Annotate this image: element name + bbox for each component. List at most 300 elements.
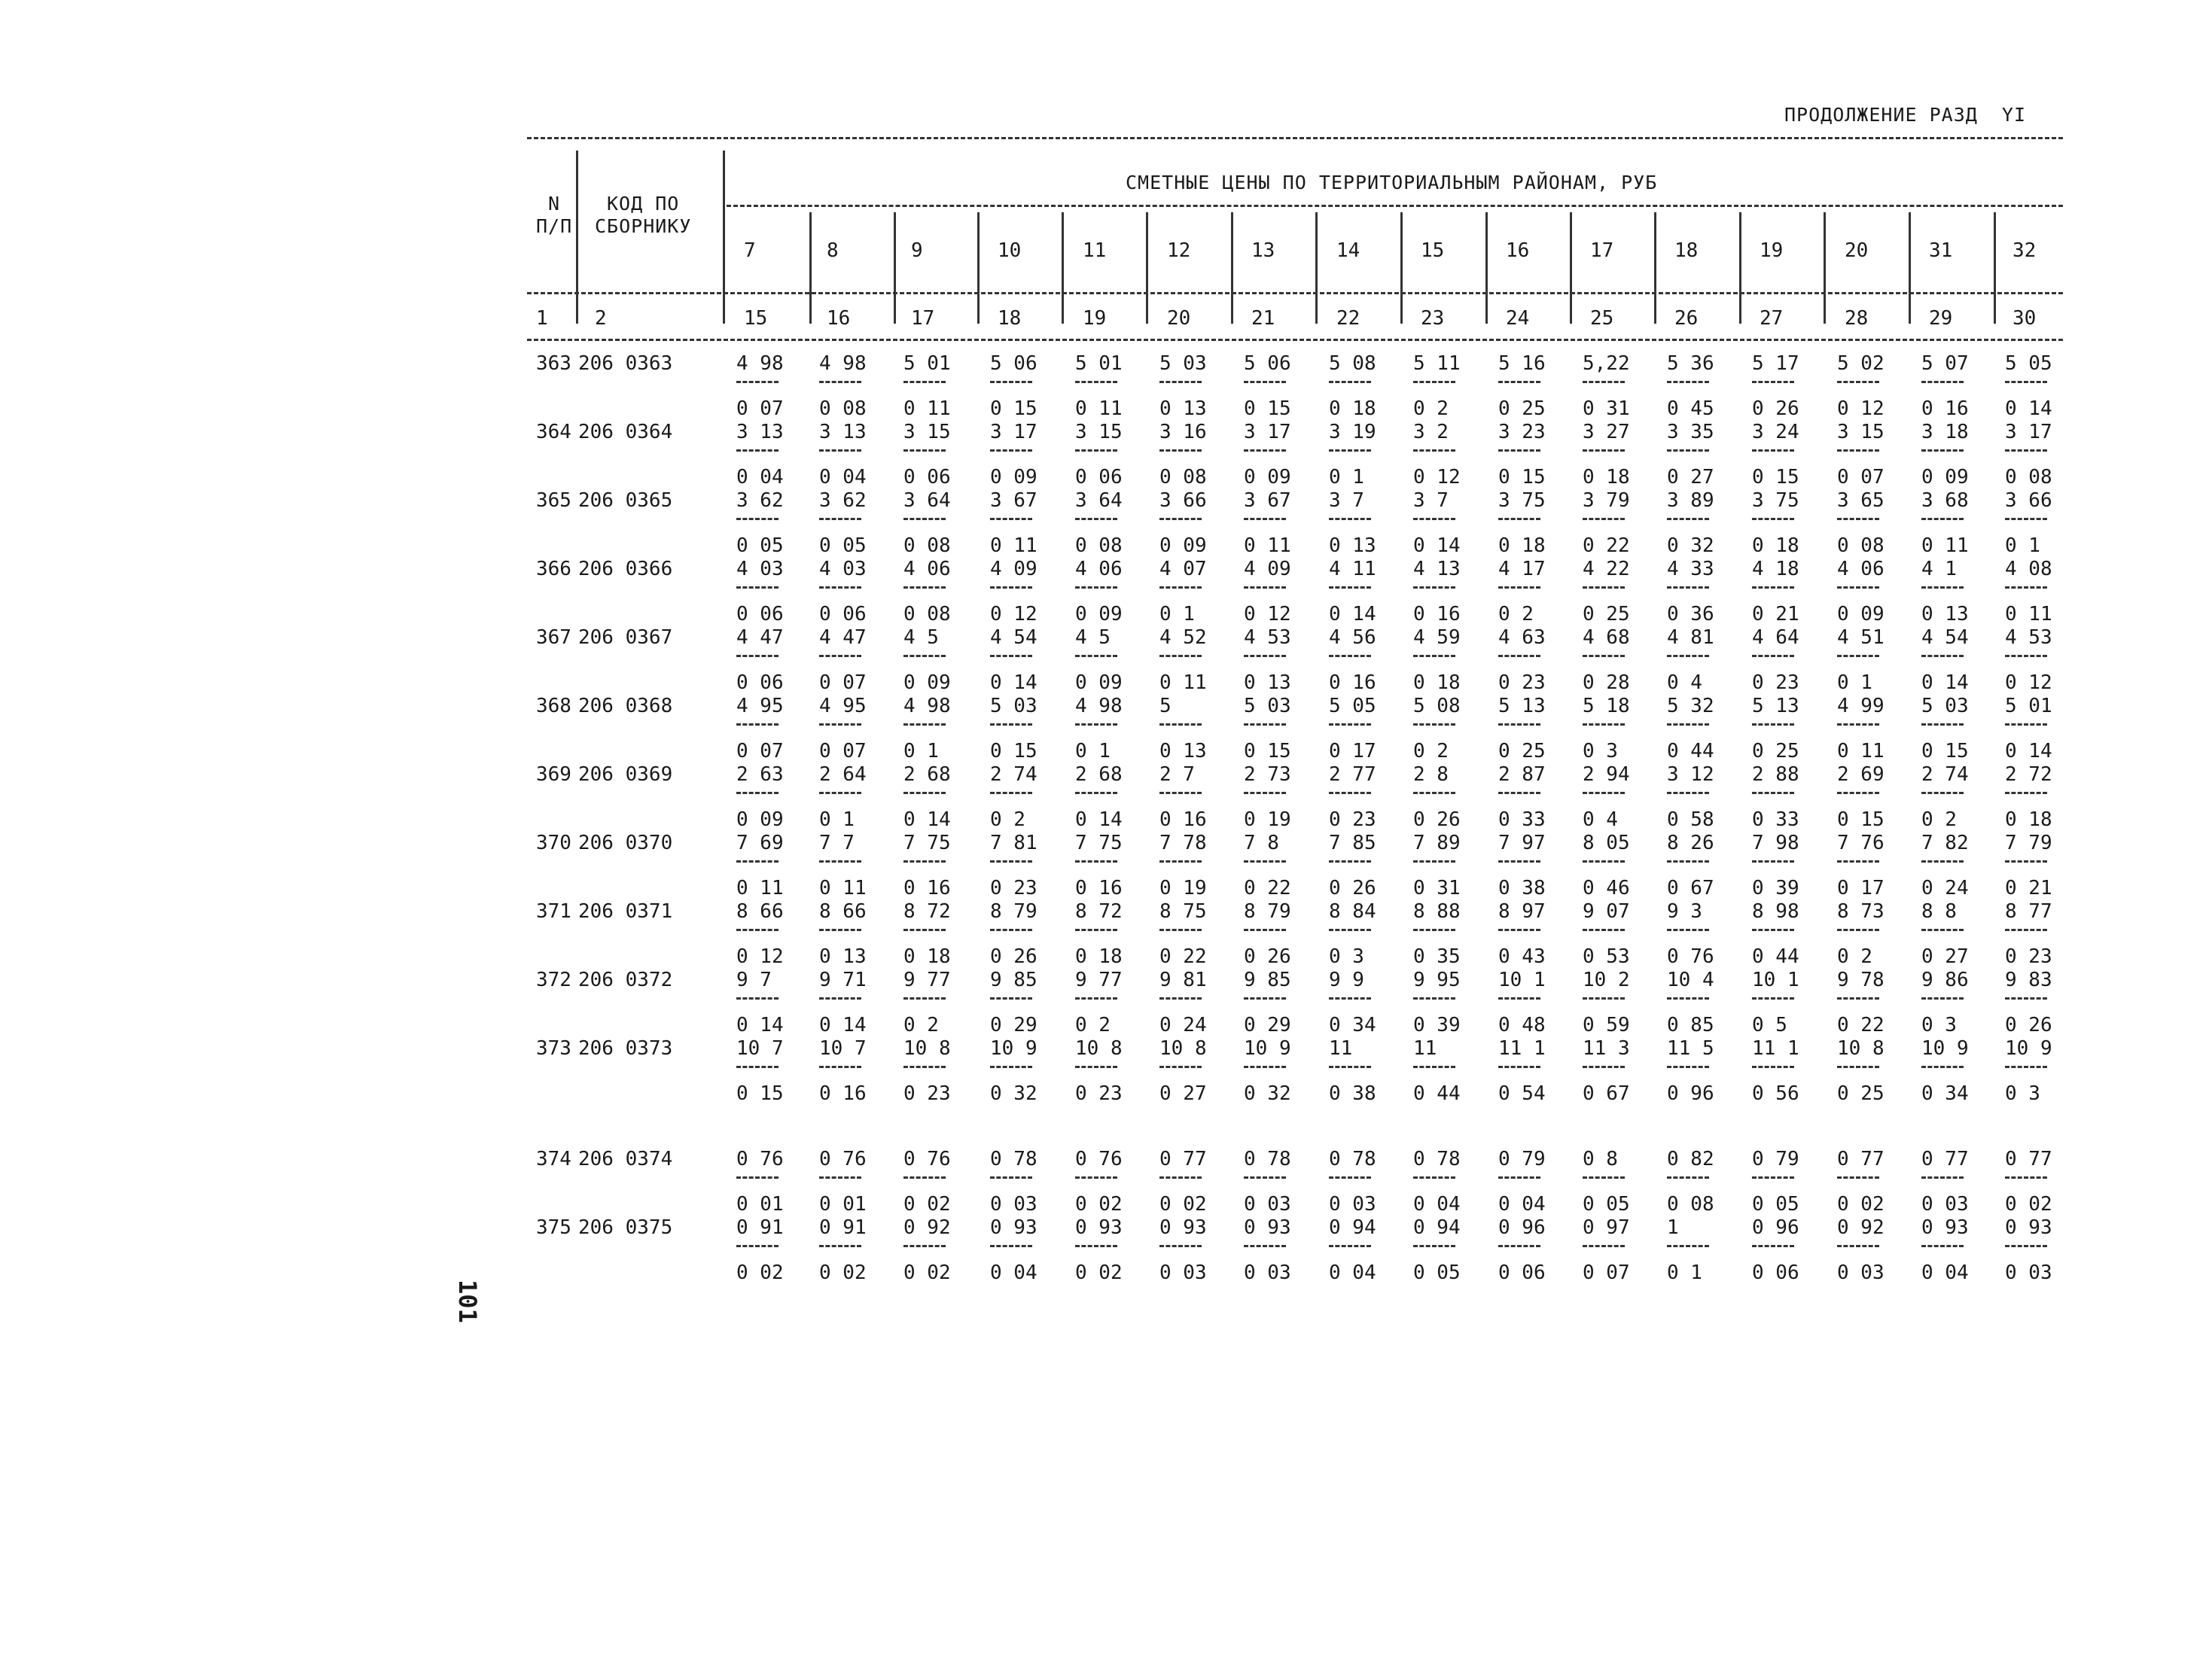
fraction-line — [1159, 449, 1202, 452]
fraction-line — [1752, 997, 1794, 1000]
fraction-line — [2005, 655, 2047, 657]
price-extra: 0 5 — [1752, 1014, 1787, 1036]
price-extra: 0 2 — [1498, 603, 1534, 625]
price-value: 4 06 — [1075, 558, 1123, 580]
price-value: 2 73 — [1244, 763, 1291, 786]
price-value: 8 98 — [1752, 900, 1799, 923]
fraction-line — [1244, 518, 1286, 520]
fraction-line — [1075, 518, 1117, 520]
price-extra: 0 02 — [1075, 1262, 1123, 1284]
price-value: 9 83 — [2005, 969, 2052, 991]
header-column-divider — [1146, 212, 1148, 324]
price-extra: 0 76 — [1667, 945, 1714, 968]
price-value: 3 18 — [1921, 421, 1969, 443]
fraction-line — [2005, 381, 2047, 383]
price-extra: 0 26 — [990, 945, 1037, 968]
fraction-line — [1498, 655, 1540, 657]
fraction-line — [1583, 860, 1625, 863]
price-value: 11 1 — [1498, 1037, 1546, 1060]
price-extra: 0 18 — [2005, 808, 2052, 831]
price-value: 8 72 — [1075, 900, 1123, 923]
price-value: 4 98 — [1075, 695, 1123, 717]
price-extra: 0 04 — [736, 466, 784, 488]
fraction-line — [1329, 655, 1371, 657]
price-extra: 0 2 — [990, 808, 1025, 831]
price-extra: 0 2 — [1921, 808, 1957, 831]
price-extra: 0 11 — [736, 877, 784, 899]
price-extra: 0 17 — [1837, 877, 1885, 899]
price-extra: 0 25 — [1498, 397, 1546, 420]
price-value: 8 75 — [1159, 900, 1207, 923]
fraction-line — [1498, 1066, 1540, 1068]
fraction-line — [1583, 381, 1625, 383]
price-extra: 0 23 — [1329, 808, 1376, 831]
fraction-line — [1413, 518, 1455, 520]
fraction-line — [1921, 929, 1964, 931]
price-value: 9 81 — [1159, 969, 1207, 991]
column-number: 1 — [536, 307, 548, 330]
price-value: 4 95 — [736, 695, 784, 717]
fraction-line — [1921, 1176, 1964, 1179]
price-value: 0 94 — [1329, 1216, 1376, 1239]
price-value: 0 77 — [1837, 1148, 1885, 1170]
price-value: 0 93 — [1159, 1216, 1207, 1239]
price-extra: 0 2 — [1837, 945, 1872, 968]
fraction-line — [1498, 586, 1540, 589]
price-extra: 0 08 — [1075, 534, 1123, 557]
price-value: 3 75 — [1752, 489, 1799, 512]
fraction-line — [736, 723, 778, 726]
fraction-line — [819, 997, 861, 1000]
price-value: 0 76 — [1075, 1148, 1123, 1170]
price-extra: 0 02 — [1837, 1193, 1885, 1216]
price-extra: 0 1 — [1667, 1262, 1702, 1284]
fraction-line — [1244, 929, 1286, 931]
price-extra: 0 1 — [2005, 534, 2040, 557]
fraction-line — [1667, 860, 1709, 863]
price-value: 10 8 — [1159, 1037, 1207, 1060]
price-extra: 0 31 — [1583, 397, 1630, 420]
price-extra: 0 03 — [1159, 1262, 1207, 1284]
row-code: 206 0368 — [578, 695, 673, 717]
price-extra: 0 15 — [990, 740, 1037, 762]
price-value: 8 79 — [1244, 900, 1291, 923]
price-extra: 0 03 — [1329, 1193, 1376, 1216]
price-extra: 0 22 — [1244, 877, 1291, 899]
price-value: 2 72 — [2005, 763, 2052, 786]
price-extra: 0 14 — [1921, 671, 1969, 694]
fraction-line — [1498, 723, 1540, 726]
price-extra: 0 27 — [1921, 945, 1969, 968]
fraction-line — [1075, 860, 1117, 863]
col-number-label-2: П/П — [536, 215, 573, 237]
fraction-line — [1921, 655, 1964, 657]
fraction-line — [1498, 1245, 1540, 1247]
price-extra: 0 14 — [1329, 603, 1376, 625]
price-extra: 0 29 — [990, 1014, 1037, 1036]
price-extra: 0 36 — [1667, 603, 1714, 625]
column-number: 20 — [1167, 307, 1191, 330]
fraction-line — [1159, 860, 1202, 863]
fraction-line — [1583, 449, 1625, 452]
fraction-line — [736, 381, 778, 383]
price-value: 9 07 — [1583, 900, 1630, 923]
price-value: 0 94 — [1413, 1216, 1461, 1239]
price-extra: 0 11 — [990, 534, 1037, 557]
fraction-line — [2005, 929, 2047, 931]
price-value: 4 08 — [2005, 558, 2052, 580]
price-value: 7 8 — [1244, 832, 1279, 854]
fraction-line — [990, 997, 1032, 1000]
price-value: 4 98 — [819, 352, 867, 375]
price-extra: 0 02 — [903, 1262, 951, 1284]
fraction-line — [1837, 381, 1879, 383]
fraction-line — [1921, 449, 1964, 452]
fraction-line — [819, 449, 861, 452]
fraction-line — [903, 997, 946, 1000]
price-value: 3 24 — [1752, 421, 1799, 443]
price-value: 10 9 — [1921, 1037, 1969, 1060]
col-number-label: N — [548, 193, 561, 215]
price-extra: 0 06 — [736, 671, 784, 694]
price-value: 2 74 — [1921, 763, 1969, 786]
row-number: 364 — [536, 421, 571, 443]
fraction-line — [1837, 1066, 1879, 1068]
fraction-line — [819, 929, 861, 931]
header-column-divider — [1739, 212, 1741, 324]
fraction-line — [1329, 586, 1371, 589]
price-value: 0 93 — [1075, 1216, 1123, 1239]
column-number: 27 — [1760, 307, 1784, 330]
fraction-line — [819, 1176, 861, 1179]
row-number: 374 — [536, 1148, 571, 1170]
price-value: 4 22 — [1583, 558, 1630, 580]
row-code: 206 0372 — [578, 969, 673, 991]
price-extra: 0 16 — [1075, 877, 1123, 899]
price-value: 2 69 — [1837, 763, 1885, 786]
price-extra: 0 67 — [1667, 877, 1714, 899]
price-extra: 0 33 — [1752, 808, 1799, 831]
fraction-line — [1921, 1245, 1964, 1247]
column-number: 23 — [1421, 307, 1445, 330]
price-extra: 0 06 — [1075, 466, 1123, 488]
fraction-line — [1752, 586, 1794, 589]
region-header: 20 — [1845, 239, 1869, 262]
price-value: 9 86 — [1921, 969, 1969, 991]
fraction-line — [1921, 723, 1964, 726]
price-extra: 0 96 — [1667, 1082, 1714, 1105]
price-value: 0 76 — [903, 1148, 951, 1170]
fraction-line — [903, 655, 946, 657]
price-extra: 0 15 — [1752, 466, 1799, 488]
price-extra: 0 04 — [1329, 1262, 1376, 1284]
price-value: 10 9 — [990, 1037, 1037, 1060]
fraction-line — [1667, 1245, 1709, 1247]
price-extra: 0 12 — [2005, 671, 2052, 694]
fraction-line — [1667, 792, 1709, 794]
fraction-line — [1244, 381, 1286, 383]
price-extra: 0 02 — [1075, 1193, 1123, 1216]
price-extra: 0 13 — [1159, 397, 1207, 420]
fraction-line — [903, 586, 946, 589]
price-value: 7 85 — [1329, 832, 1376, 854]
fraction-line — [1752, 1245, 1794, 1247]
price-extra: 0 1 — [903, 740, 939, 762]
fraction-line — [1329, 792, 1371, 794]
price-extra: 0 11 — [903, 397, 951, 420]
price-extra: 0 19 — [1159, 877, 1207, 899]
price-extra: 0 04 — [990, 1262, 1037, 1284]
price-extra: 0 54 — [1498, 1082, 1546, 1105]
price-value: 2 68 — [1075, 763, 1123, 786]
price-extra: 0 28 — [1583, 671, 1630, 694]
fraction-line — [1837, 449, 1879, 452]
price-value: 4 07 — [1159, 558, 1207, 580]
price-extra: 0 09 — [1159, 534, 1207, 557]
price-value: 5 01 — [2005, 695, 2052, 717]
price-value: 0 77 — [1921, 1148, 1969, 1170]
price-value: 0 92 — [903, 1216, 951, 1239]
row-code: 206 0363 — [578, 352, 673, 375]
region-header: 32 — [2013, 239, 2037, 262]
price-value: 4 56 — [1329, 626, 1376, 649]
fraction-line — [1329, 518, 1371, 520]
price-extra: 0 46 — [1583, 877, 1630, 899]
fraction-line — [1921, 1066, 1964, 1068]
price-extra: 0 32 — [990, 1082, 1037, 1105]
header-column-divider — [977, 212, 980, 324]
price-extra: 0 1 — [1159, 603, 1195, 625]
price-value: 7 75 — [1075, 832, 1123, 854]
price-extra: 0 07 — [819, 671, 867, 694]
price-extra: 0 06 — [903, 466, 951, 488]
fraction-line — [1667, 929, 1709, 931]
price-extra: 0 1 — [1075, 740, 1111, 762]
fraction-line — [1413, 586, 1455, 589]
fraction-line — [1498, 381, 1540, 383]
price-extra: 0 34 — [1921, 1082, 1969, 1105]
price-extra: 0 01 — [736, 1193, 784, 1216]
price-value: 5 07 — [1921, 352, 1969, 375]
price-value: 8 88 — [1413, 900, 1461, 923]
price-extra: 0 03 — [1244, 1262, 1291, 1284]
price-value: 0 97 — [1583, 1216, 1630, 1239]
header-column-divider — [1315, 212, 1318, 324]
price-extra: 0 3 — [1329, 945, 1364, 968]
fraction-line — [903, 792, 946, 794]
price-value: 0 77 — [2005, 1148, 2052, 1170]
price-extra: 0 26 — [1413, 808, 1461, 831]
fraction-line — [1667, 997, 1709, 1000]
column-number: 30 — [2013, 307, 2037, 330]
price-value: 9 85 — [990, 969, 1037, 991]
header-column-divider — [1654, 212, 1656, 324]
fraction-line — [1752, 381, 1794, 383]
fraction-line — [990, 792, 1032, 794]
price-extra: 0 15 — [1244, 397, 1291, 420]
price-value: 11 — [1329, 1037, 1353, 1060]
row-code: 206 0371 — [578, 900, 673, 923]
region-header: 10 — [998, 239, 1022, 262]
price-value: 8 84 — [1329, 900, 1376, 923]
price-value: 9 7 — [736, 969, 772, 991]
fraction-line — [1921, 792, 1964, 794]
price-value: 3 15 — [1075, 421, 1123, 443]
price-extra: 0 17 — [1329, 740, 1376, 762]
fraction-line — [2005, 1245, 2047, 1247]
fraction-line — [2005, 1066, 2047, 1068]
price-extra: 0 43 — [1498, 945, 1546, 968]
fraction-line — [1413, 1245, 1455, 1247]
price-extra: 0 09 — [1075, 603, 1123, 625]
price-extra: 0 07 — [819, 740, 867, 762]
price-extra: 0 14 — [1413, 534, 1461, 557]
region-header: 17 — [1590, 239, 1614, 262]
fraction-line — [990, 381, 1032, 383]
fraction-line — [1583, 792, 1625, 794]
region-header: 18 — [1674, 239, 1699, 262]
row-number: 363 — [536, 352, 571, 375]
price-value: 3 67 — [1244, 489, 1291, 512]
fraction-line — [1075, 723, 1117, 726]
price-value: 7 76 — [1837, 832, 1885, 854]
price-value: 9 78 — [1837, 969, 1885, 991]
price-extra: 0 67 — [1583, 1082, 1630, 1105]
price-extra: 0 39 — [1752, 877, 1799, 899]
price-value: 0 93 — [1921, 1216, 1969, 1239]
price-extra: 0 2 — [1413, 740, 1449, 762]
fraction-line — [1413, 1066, 1455, 1068]
price-value: 3 13 — [819, 421, 867, 443]
price-extra: 0 85 — [1667, 1014, 1714, 1036]
fraction-line — [1667, 449, 1709, 452]
price-extra: 0 05 — [1413, 1262, 1461, 1284]
price-value: 7 81 — [990, 832, 1037, 854]
price-value: 2 64 — [819, 763, 867, 786]
price-value: 2 63 — [736, 763, 784, 786]
price-value: 4 99 — [1837, 695, 1885, 717]
price-extra: 0 13 — [1244, 671, 1291, 694]
fraction-line — [1244, 860, 1286, 863]
fraction-line — [1583, 1245, 1625, 1247]
price-value: 5 13 — [1752, 695, 1799, 717]
header-rule-3 — [527, 339, 2063, 341]
column-number: 29 — [1929, 307, 1953, 330]
price-extra: 0 07 — [736, 397, 784, 420]
price-extra: 0 45 — [1667, 397, 1714, 420]
fraction-line — [736, 1245, 778, 1247]
fraction-line — [903, 723, 946, 726]
fraction-line — [819, 860, 861, 863]
price-extra: 0 05 — [736, 534, 784, 557]
price-value: 2 7 — [1159, 763, 1195, 786]
fraction-line — [2005, 723, 2047, 726]
row-number: 372 — [536, 969, 571, 991]
price-value: 4 53 — [2005, 626, 2052, 649]
price-extra: 0 07 — [1837, 466, 1885, 488]
fraction-line — [2005, 586, 2047, 589]
price-value: 4 68 — [1583, 626, 1630, 649]
price-extra: 0 32 — [1244, 1082, 1291, 1105]
fraction-line — [1667, 1176, 1709, 1179]
fraction-line — [990, 1245, 1032, 1247]
fraction-line — [1498, 518, 1540, 520]
fraction-line — [1752, 792, 1794, 794]
fraction-line — [1329, 381, 1371, 383]
header-column-divider — [576, 151, 578, 324]
fraction-line — [1752, 860, 1794, 863]
fraction-line — [1837, 586, 1879, 589]
fraction-line — [819, 586, 861, 589]
price-extra: 0 06 — [1498, 1262, 1546, 1284]
price-extra: 0 25 — [1752, 740, 1799, 762]
price-value: 4 95 — [819, 695, 867, 717]
price-value: 3 15 — [1837, 421, 1885, 443]
fraction-line — [819, 1245, 861, 1247]
price-extra: 0 03 — [1921, 1193, 1969, 1216]
fraction-line — [736, 449, 778, 452]
row-number: 369 — [536, 763, 571, 786]
price-extra: 0 15 — [736, 1082, 784, 1105]
price-extra: 0 16 — [1159, 808, 1207, 831]
price-value: 4 54 — [990, 626, 1037, 649]
price-extra: 0 18 — [1583, 466, 1630, 488]
price-value: 4 11 — [1329, 558, 1376, 580]
price-value: 3 16 — [1159, 421, 1207, 443]
price-extra: 0 22 — [1583, 534, 1630, 557]
column-number: 25 — [1590, 307, 1614, 330]
row-number: 367 — [536, 626, 571, 649]
price-extra: 0 53 — [1583, 945, 1630, 968]
price-extra: 0 09 — [1837, 603, 1885, 625]
region-header: 12 — [1167, 239, 1191, 262]
price-value: 5 08 — [1413, 695, 1461, 717]
price-value: 3 19 — [1329, 421, 1376, 443]
fraction-line — [1752, 723, 1794, 726]
price-value: 0 93 — [2005, 1216, 2052, 1239]
price-value: 3 15 — [903, 421, 951, 443]
fraction-line — [1075, 449, 1117, 452]
price-value: 3 17 — [2005, 421, 2052, 443]
fraction-line — [1498, 449, 1540, 452]
price-extra: 0 03 — [1837, 1262, 1885, 1284]
price-extra: 0 04 — [1413, 1193, 1461, 1216]
price-value: 8 8 — [1921, 900, 1957, 923]
fraction-line — [1075, 1066, 1117, 1068]
row-code: 206 0367 — [578, 626, 673, 649]
price-extra: 0 02 — [2005, 1193, 2052, 1216]
fraction-line — [1329, 997, 1371, 1000]
fraction-line — [903, 381, 946, 383]
price-value: 4 03 — [819, 558, 867, 580]
price-value: 1 — [1667, 1216, 1679, 1239]
fraction-line — [1583, 929, 1625, 931]
price-value: 3 79 — [1583, 489, 1630, 512]
price-extra: 0 23 — [990, 877, 1037, 899]
fraction-line — [1329, 1066, 1371, 1068]
fraction-line — [1583, 586, 1625, 589]
price-extra: 0 14 — [903, 808, 951, 831]
price-value: 3 12 — [1667, 763, 1714, 786]
price-value: 7 75 — [903, 832, 951, 854]
price-extra: 0 15 — [1498, 466, 1546, 488]
price-extra: 0 26 — [2005, 1014, 2052, 1036]
price-value: 4 47 — [736, 626, 784, 649]
price-value: 4 13 — [1413, 558, 1461, 580]
region-header: 15 — [1421, 239, 1445, 262]
column-number: 18 — [998, 307, 1022, 330]
row-number: 371 — [536, 900, 571, 923]
